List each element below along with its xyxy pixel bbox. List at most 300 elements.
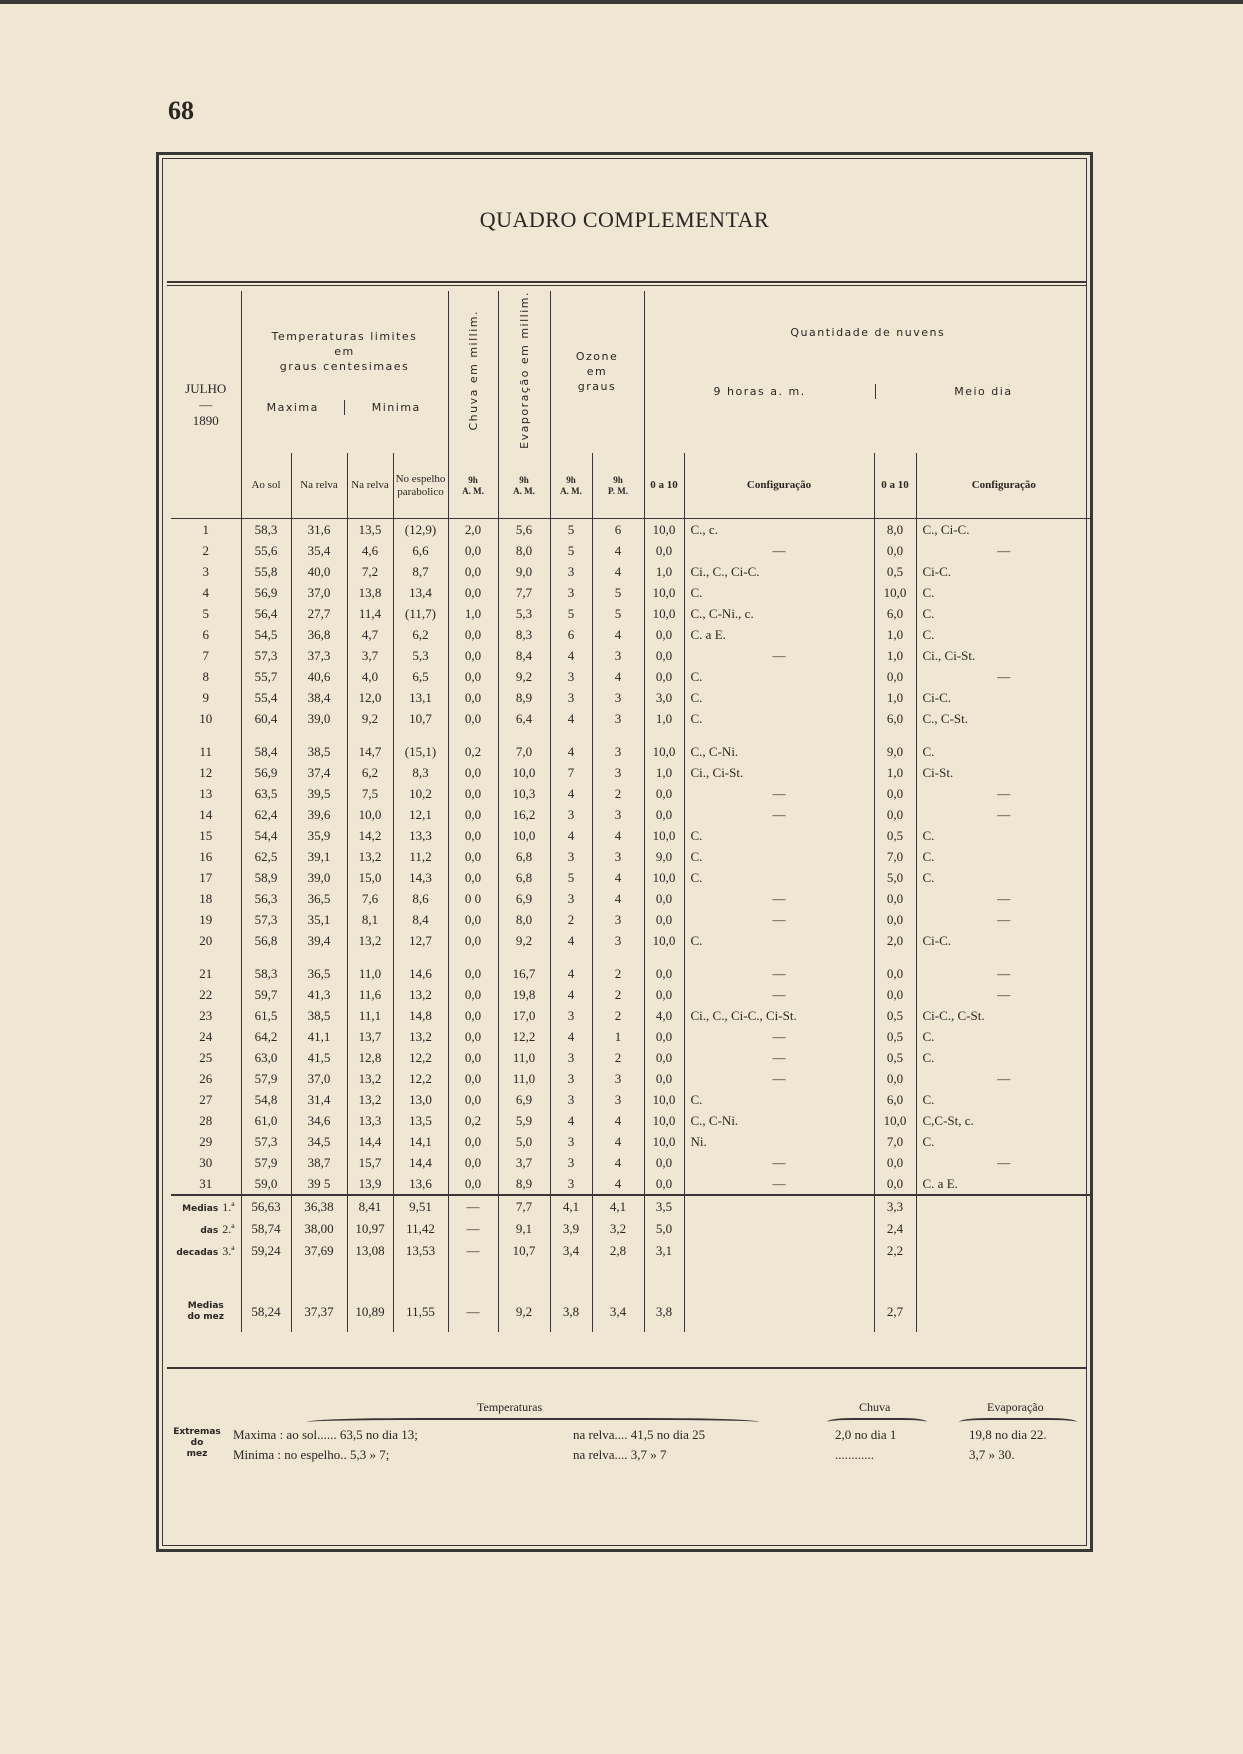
max-na-relva-cell: 36,5 bbox=[291, 888, 347, 909]
day-cell: 2 bbox=[202, 542, 209, 558]
media-esp-cell: 9,51 bbox=[393, 1195, 448, 1218]
spacer-cell bbox=[291, 1262, 347, 1292]
config-meio-dia-cell: — bbox=[916, 804, 1091, 825]
table-row bbox=[171, 1026, 1091, 1047]
day-cell: 31 bbox=[199, 1175, 213, 1191]
day-cell: 6 bbox=[202, 626, 209, 642]
day-cell: 20 bbox=[199, 932, 213, 948]
ozone-am-cell: 4 bbox=[550, 783, 592, 804]
evaporacao-cell: 8,9 bbox=[498, 1173, 550, 1195]
table-row bbox=[171, 1152, 1091, 1173]
ozone-am-cell: 3 bbox=[550, 888, 592, 909]
medias-mez-row bbox=[171, 1292, 1091, 1332]
gap-cell bbox=[644, 729, 684, 741]
table-row bbox=[171, 867, 1091, 888]
media-oz_pm-cell: 4,1 bbox=[592, 1195, 644, 1218]
evaporacao-cell: 12,2 bbox=[498, 1026, 550, 1047]
min-na-relva-cell: 9,2 bbox=[347, 708, 393, 729]
table-row bbox=[171, 762, 1091, 783]
ozone-pm-cell: 3 bbox=[592, 1068, 644, 1089]
table-row bbox=[171, 741, 1091, 762]
ozone-pm-cell: 2 bbox=[592, 984, 644, 1005]
spacer-cell bbox=[916, 1262, 1091, 1292]
nuvens-meio-dia-cell: 6,0 bbox=[874, 708, 916, 729]
max-ao-sol-cell: 57,3 bbox=[241, 645, 291, 666]
min-no-espelho-cell: 12,7 bbox=[393, 930, 448, 951]
chuva-header-label: Chuva em millim. bbox=[466, 309, 480, 431]
config-meio-dia-cell: C. bbox=[916, 582, 1091, 603]
ozone-pm-cell: 3 bbox=[592, 804, 644, 825]
config-9h-cell: C. bbox=[684, 666, 874, 687]
media-nm-cell: 3,3 bbox=[874, 1195, 916, 1218]
ozone-am-cell: 3 bbox=[550, 1005, 592, 1026]
min-no-espelho-cell: 13,4 bbox=[393, 582, 448, 603]
ozone-pm-cell: 3 bbox=[592, 1089, 644, 1110]
evaporacao-cell: 6,4 bbox=[498, 708, 550, 729]
min-no-espelho-cell: 10,2 bbox=[393, 783, 448, 804]
ozone-am-cell: 4 bbox=[550, 930, 592, 951]
ozone-pm-cell: 4 bbox=[592, 867, 644, 888]
chuva-cell: 0,0 bbox=[448, 846, 498, 867]
min-na-relva-cell: 14,2 bbox=[347, 825, 393, 846]
extremes-rule bbox=[167, 1367, 1086, 1369]
gap-cell bbox=[874, 729, 916, 741]
evaporacao-cell: 9,0 bbox=[498, 561, 550, 582]
mez-evap-cell: 9,2 bbox=[498, 1292, 550, 1332]
config-9h-cell: C., C-Ni. bbox=[684, 741, 874, 762]
nove-horas-header: 9 horas a. m. bbox=[713, 384, 806, 398]
ozone-pm-cell: 2 bbox=[592, 783, 644, 804]
min-no-espelho-cell: 14,4 bbox=[393, 1152, 448, 1173]
nuvens-9h-cell: 1,0 bbox=[644, 561, 684, 582]
min-na-relva-cell: 7,2 bbox=[347, 561, 393, 582]
min-na-relva-cell: 13,7 bbox=[347, 1026, 393, 1047]
chuva-cell: 0,0 bbox=[448, 867, 498, 888]
max-ao-sol-cell: 59,0 bbox=[241, 1173, 291, 1195]
max-na-relva-cell: 36,8 bbox=[291, 624, 347, 645]
nuvens-meio-dia-cell: 0,0 bbox=[874, 804, 916, 825]
config-9h-cell: C. a E. bbox=[684, 624, 874, 645]
config-9h-cell: — bbox=[684, 1068, 874, 1089]
ozone-pm-cell: 6 bbox=[592, 519, 644, 541]
medias-rows bbox=[171, 1195, 1091, 1332]
day-cell: 3 bbox=[202, 563, 209, 579]
ozone-am-cell: 2 bbox=[550, 909, 592, 930]
chuva-cell: 0,0 bbox=[448, 687, 498, 708]
min-no-espelho-cell: (11,7) bbox=[393, 603, 448, 624]
min-no-espelho-cell: 13,0 bbox=[393, 1089, 448, 1110]
gap-cell bbox=[241, 951, 291, 963]
ozone-am-cell: 3 bbox=[550, 804, 592, 825]
gap-cell bbox=[291, 729, 347, 741]
ozone-pm-cell: 1 bbox=[592, 1026, 644, 1047]
top-edge-rule bbox=[0, 0, 1243, 4]
nuvens-9h-cell: 0,0 bbox=[644, 783, 684, 804]
max-na-relva-cell: 35,1 bbox=[291, 909, 347, 930]
nuvens-9h-cell: 10,0 bbox=[644, 1131, 684, 1152]
chuva-cell: 0,0 bbox=[448, 963, 498, 984]
media-min_relva-cell: 8,41 bbox=[347, 1195, 393, 1218]
ozone-pm-cell: 3 bbox=[592, 741, 644, 762]
nuvens-meio-dia-cell: 1,0 bbox=[874, 762, 916, 783]
day-cell: 16 bbox=[199, 848, 213, 864]
table-row bbox=[171, 963, 1091, 984]
min-no-espelho-cell: 8,3 bbox=[393, 762, 448, 783]
month-label: JULHO bbox=[185, 380, 227, 396]
spacer-cell bbox=[347, 1262, 393, 1292]
config-9h-cell: C. bbox=[684, 582, 874, 603]
day-cell: 10 bbox=[199, 710, 213, 726]
ozone-pm-cell: 3 bbox=[592, 930, 644, 951]
decada-ordinal: 1.ª bbox=[222, 1200, 235, 1215]
ozone-am-9h: 9h bbox=[566, 474, 576, 485]
nuvens-9h-cell: 10,0 bbox=[644, 741, 684, 762]
nuvens-9h-cell: 0,0 bbox=[644, 888, 684, 909]
max-na-relva-cell: 35,9 bbox=[291, 825, 347, 846]
gap-cell bbox=[393, 729, 448, 741]
media-chuva-cell: — bbox=[448, 1240, 498, 1262]
gap-cell bbox=[644, 951, 684, 963]
evaporacao-cell: 7,0 bbox=[498, 741, 550, 762]
page-number: 68 bbox=[168, 96, 194, 125]
evaporacao-cell: 8,3 bbox=[498, 624, 550, 645]
title-rule-thin bbox=[167, 285, 1086, 286]
ozone-label-2: em bbox=[586, 365, 608, 379]
empty-config-cell bbox=[916, 1195, 1091, 1218]
gap-cell bbox=[916, 951, 1091, 963]
nuvens-meio-dia-cell: 0,0 bbox=[874, 783, 916, 804]
evaporacao-cell: 3,7 bbox=[498, 1152, 550, 1173]
table-row bbox=[171, 708, 1091, 729]
evaporacao-cell: 7,7 bbox=[498, 582, 550, 603]
empty-config-cell bbox=[684, 1292, 874, 1332]
ozone-am-cell: 4 bbox=[550, 1026, 592, 1047]
max-ao-sol-cell: 58,9 bbox=[241, 867, 291, 888]
gap-cell bbox=[498, 729, 550, 741]
gap-cell bbox=[291, 951, 347, 963]
nuvens-9h-cell: 3,0 bbox=[644, 687, 684, 708]
config-meio-dia-cell: Ci., Ci-St. bbox=[916, 645, 1091, 666]
media-relva-cell: 36,38 bbox=[291, 1195, 347, 1218]
min-no-espelho-cell: 5,3 bbox=[393, 645, 448, 666]
min-no-espelho-cell: 8,7 bbox=[393, 561, 448, 582]
config-meio-dia-cell: Ci-C. bbox=[916, 930, 1091, 951]
day-cell: 1 bbox=[202, 521, 209, 537]
day-cell: 7 bbox=[202, 647, 209, 663]
min-no-espelho-cell: 14,8 bbox=[393, 1005, 448, 1026]
table-row bbox=[171, 984, 1091, 1005]
chuva-cell: 0,0 bbox=[448, 645, 498, 666]
nuvens-meio-dia-cell: 1,0 bbox=[874, 687, 916, 708]
media-nm-cell: 2,2 bbox=[874, 1240, 916, 1262]
max-ao-sol-cell: 61,0 bbox=[241, 1110, 291, 1131]
max-ao-sol-cell: 54,4 bbox=[241, 825, 291, 846]
media-evap-cell: 9,1 bbox=[498, 1218, 550, 1240]
min-na-relva-cell: 7,6 bbox=[347, 888, 393, 909]
evaporacao-cell: 8,0 bbox=[498, 909, 550, 930]
table-title: QUADRO COMPLEMENTAR bbox=[479, 207, 770, 232]
max-na-relva-cell: 39 5 bbox=[291, 1173, 347, 1195]
nuvens-9h-cell: 9,0 bbox=[644, 846, 684, 867]
table-row bbox=[171, 1173, 1091, 1195]
nuvens-meio-dia-cell: 0,5 bbox=[874, 1047, 916, 1068]
media-min_relva-cell: 13,08 bbox=[347, 1240, 393, 1262]
config-meio-dia-cell: C. bbox=[916, 603, 1091, 624]
ozone-pm-cell: 3 bbox=[592, 909, 644, 930]
config-meio-dia-cell: — bbox=[916, 1068, 1091, 1089]
media-chuva-cell: — bbox=[448, 1218, 498, 1240]
nuvens-9h-cell: 1,0 bbox=[644, 762, 684, 783]
decada-group-label: das bbox=[200, 1226, 219, 1237]
gap-cell bbox=[550, 951, 592, 963]
evaporacao-cell: 8,4 bbox=[498, 645, 550, 666]
nuvens-meio-dia-cell: 7,0 bbox=[874, 1131, 916, 1152]
config-9h-cell: — bbox=[684, 984, 874, 1005]
config-meio-dia-cell: — bbox=[916, 909, 1091, 930]
media-oz_pm-cell: 3,2 bbox=[592, 1218, 644, 1240]
evaporacao-cell: 16,7 bbox=[498, 963, 550, 984]
config-meio-dia-cell: Ci-C. bbox=[916, 561, 1091, 582]
min-na-relva-cell: 8,1 bbox=[347, 909, 393, 930]
max-na-relva-cell: 40,6 bbox=[291, 666, 347, 687]
config-meio-dia-cell: — bbox=[916, 1152, 1091, 1173]
config-9h-cell: C. bbox=[684, 687, 874, 708]
spacer-cell bbox=[550, 1262, 592, 1292]
min-na-relva-cell: 13,2 bbox=[347, 1089, 393, 1110]
temps-group-label-1: Temperaturas limites bbox=[271, 329, 418, 343]
day-cell: 14 bbox=[199, 806, 213, 822]
config-9h-cell: C. bbox=[684, 930, 874, 951]
month-header bbox=[171, 291, 241, 519]
nuvens-meio-dia-cell: 0,5 bbox=[874, 561, 916, 582]
media-relva-cell: 37,69 bbox=[291, 1240, 347, 1262]
ozone-am-cell: 4 bbox=[550, 1110, 592, 1131]
chuva-cell: 0,0 bbox=[448, 561, 498, 582]
min-no-espelho-cell: 6,2 bbox=[393, 624, 448, 645]
no-espelho-header: No espelho parabolico bbox=[393, 453, 448, 519]
spacer-cell bbox=[241, 1262, 291, 1292]
config-9h-cell: — bbox=[684, 1152, 874, 1173]
max-ao-sol-cell: 56,3 bbox=[241, 888, 291, 909]
config-9h-cell: — bbox=[684, 963, 874, 984]
config-9h-cell: C., C-Ni. bbox=[684, 1110, 874, 1131]
mez-n9-cell: 3,8 bbox=[644, 1292, 684, 1332]
nuvens-md-scale-header: 0 a 10 bbox=[874, 453, 916, 519]
chuva-cell: 0,0 bbox=[448, 1173, 498, 1195]
nuvens-9h-cell: 10,0 bbox=[644, 582, 684, 603]
nuvens-9h-cell: 10,0 bbox=[644, 867, 684, 888]
max-na-relva-cell: 34,6 bbox=[291, 1110, 347, 1131]
max-ao-sol-cell: 62,4 bbox=[241, 804, 291, 825]
spacer-cell bbox=[644, 1262, 684, 1292]
ozone-pm-cell: 4 bbox=[592, 1152, 644, 1173]
nuvens-md-config-header: Configuração bbox=[916, 453, 1091, 519]
table-row bbox=[171, 1068, 1091, 1089]
min-no-espelho-cell: 6,5 bbox=[393, 666, 448, 687]
table-row bbox=[171, 645, 1091, 666]
nuvens-header bbox=[644, 291, 1091, 453]
table-row bbox=[171, 1089, 1091, 1110]
max-na-relva-cell: 39,1 bbox=[291, 846, 347, 867]
min-na-relva-cell: 13,5 bbox=[347, 519, 393, 541]
day-cell: 22 bbox=[199, 986, 213, 1002]
decada-label-cell bbox=[171, 1240, 241, 1262]
table-row bbox=[171, 687, 1091, 708]
decade-gap bbox=[171, 729, 1091, 741]
ozone-pm-cell: 3 bbox=[592, 687, 644, 708]
ozone-am-cell: 3 bbox=[550, 561, 592, 582]
evaporacao-cell: 5,3 bbox=[498, 603, 550, 624]
min-na-relva-cell: 4,6 bbox=[347, 540, 393, 561]
ozone-am-cell: 3 bbox=[550, 1089, 592, 1110]
spacer-cell bbox=[393, 1262, 448, 1292]
max-na-relva-cell: 27,7 bbox=[291, 603, 347, 624]
decada-group-label: Medias bbox=[182, 1204, 219, 1215]
min-na-relva-cell: 15,7 bbox=[347, 1152, 393, 1173]
nuvens-meio-dia-cell: 6,0 bbox=[874, 603, 916, 624]
table-row bbox=[171, 1110, 1091, 1131]
nuvens-meio-dia-cell: 0,0 bbox=[874, 1173, 916, 1195]
min-no-espelho-cell: 12,2 bbox=[393, 1047, 448, 1068]
min-na-relva-cell: 13,2 bbox=[347, 930, 393, 951]
media-n9-cell: 3,1 bbox=[644, 1240, 684, 1262]
extremes-temp-header: Temperaturas bbox=[477, 1400, 543, 1414]
min-na-relva-cell: 15,0 bbox=[347, 867, 393, 888]
max-na-relva-cell: 40,0 bbox=[291, 561, 347, 582]
table-row bbox=[171, 846, 1091, 867]
gap-cell bbox=[171, 951, 241, 963]
evaporacao-header-label: Evaporação em millim. bbox=[517, 291, 531, 449]
chuva-header bbox=[448, 291, 498, 453]
media-evap-cell: 7,7 bbox=[498, 1195, 550, 1218]
max-na-relva-cell: 37,0 bbox=[291, 1068, 347, 1089]
nuvens-9h-cell: 10,0 bbox=[644, 1089, 684, 1110]
min-no-espelho-cell: 8,6 bbox=[393, 888, 448, 909]
nuvens-9h-cell: 10,0 bbox=[644, 1110, 684, 1131]
max-ao-sol-cell: 56,9 bbox=[241, 582, 291, 603]
max-ao-sol-cell: 56,9 bbox=[241, 762, 291, 783]
ozone-pm-cell: 5 bbox=[592, 603, 644, 624]
nuvens-9h-cell: 0,0 bbox=[644, 645, 684, 666]
ozone-am-cell: 5 bbox=[550, 603, 592, 624]
max-na-relva-cell: 41,3 bbox=[291, 984, 347, 1005]
max-ao-sol-cell: 64,2 bbox=[241, 1026, 291, 1047]
evaporacao-cell: 5,6 bbox=[498, 519, 550, 541]
gap-cell bbox=[684, 951, 874, 963]
extremes-chuva-brace bbox=[827, 1418, 927, 1426]
min-na-relva-cell: 14,4 bbox=[347, 1131, 393, 1152]
nuvens-meio-dia-cell: 9,0 bbox=[874, 741, 916, 762]
ozone-pm-cell: 4 bbox=[592, 666, 644, 687]
decada-ordinal: 2.ª bbox=[222, 1222, 235, 1237]
extremas-label-2: do bbox=[190, 1438, 204, 1448]
max-ao-sol-cell: 58,4 bbox=[241, 741, 291, 762]
chuva-cell: 0,2 bbox=[448, 741, 498, 762]
chuva-cell: 0,0 bbox=[448, 540, 498, 561]
mez-sol-cell: 58,24 bbox=[241, 1292, 291, 1332]
day-cell: 30 bbox=[199, 1154, 213, 1170]
nuvens-meio-dia-cell: 0,5 bbox=[874, 1026, 916, 1047]
ozone-pm-cell: 4 bbox=[592, 1173, 644, 1195]
extremas-label-1: Extremas bbox=[173, 1427, 221, 1437]
day-cell: 19 bbox=[199, 911, 213, 927]
config-9h-cell: Ci., C., Ci-C. bbox=[684, 561, 874, 582]
nuvens-meio-dia-cell: 0,0 bbox=[874, 909, 916, 930]
ozone-am-cell: 3 bbox=[550, 1131, 592, 1152]
nuvens-label: Quantidade de nuvens bbox=[790, 325, 946, 339]
nuvens-meio-dia-cell: 5,0 bbox=[874, 867, 916, 888]
nuvens-9h-cell: 0,0 bbox=[644, 1047, 684, 1068]
media-n9-cell: 3,5 bbox=[644, 1195, 684, 1218]
config-9h-cell: C. bbox=[684, 846, 874, 867]
empty-config-cell bbox=[684, 1195, 874, 1218]
config-meio-dia-cell: C. bbox=[916, 867, 1091, 888]
maxima-header: Maxima bbox=[266, 400, 319, 414]
temps-group-header bbox=[241, 291, 448, 453]
max-na-relva-header: Na relva bbox=[291, 453, 347, 519]
ozone-pm-cell: 4 bbox=[592, 624, 644, 645]
ozone-pm-label: P. M. bbox=[608, 485, 628, 496]
max-na-relva-cell: 39,6 bbox=[291, 804, 347, 825]
ozone-pm-cell: 4 bbox=[592, 540, 644, 561]
max-ao-sol-cell: 55,7 bbox=[241, 666, 291, 687]
min-no-espelho-cell: (15,1) bbox=[393, 741, 448, 762]
chuva-cell: 0,0 bbox=[448, 909, 498, 930]
max-na-relva-cell: 39,0 bbox=[291, 708, 347, 729]
extremes-max-mid: na relva.... 41,5 no dia 25 bbox=[573, 1427, 706, 1442]
evaporacao-cell: 8,0 bbox=[498, 540, 550, 561]
max-na-relva-cell: 41,1 bbox=[291, 1026, 347, 1047]
extremas-label bbox=[165, 1427, 229, 1460]
config-meio-dia-cell: Ci-C. bbox=[916, 687, 1091, 708]
evaporacao-cell: 9,2 bbox=[498, 930, 550, 951]
config-9h-cell: C. bbox=[684, 825, 874, 846]
config-meio-dia-cell: C,C-St, c. bbox=[916, 1110, 1091, 1131]
config-9h-cell: — bbox=[684, 1047, 874, 1068]
max-ao-sol-cell: 62,5 bbox=[241, 846, 291, 867]
ozone-pm-cell: 4 bbox=[592, 1110, 644, 1131]
ozone-am-cell: 4 bbox=[550, 984, 592, 1005]
year-label: 1890 bbox=[192, 412, 219, 428]
config-meio-dia-cell: — bbox=[916, 783, 1091, 804]
config-meio-dia-cell: C. bbox=[916, 825, 1091, 846]
media-relva-cell: 38,00 bbox=[291, 1218, 347, 1240]
config-9h-cell: C. bbox=[684, 867, 874, 888]
mez-nm-cell: 2,7 bbox=[874, 1292, 916, 1332]
max-na-relva-cell: 37,4 bbox=[291, 762, 347, 783]
chuva-cell: 0,0 bbox=[448, 1131, 498, 1152]
gap-cell bbox=[393, 951, 448, 963]
chuva-cell: 0,0 bbox=[448, 708, 498, 729]
gap-cell bbox=[592, 729, 644, 741]
ozone-pm-cell: 2 bbox=[592, 1047, 644, 1068]
ozone-am-cell: 4 bbox=[550, 708, 592, 729]
ozone-am-cell: 4 bbox=[550, 963, 592, 984]
evaporacao-cell: 8,9 bbox=[498, 687, 550, 708]
config-9h-cell: Ci., Ci-St. bbox=[684, 762, 874, 783]
evap-9h: 9h bbox=[519, 474, 529, 485]
max-ao-sol-cell: 57,9 bbox=[241, 1068, 291, 1089]
day-cell: 11 bbox=[199, 743, 213, 759]
table-row bbox=[171, 1005, 1091, 1026]
gap-cell bbox=[916, 729, 1091, 741]
spacer-cell bbox=[498, 1262, 550, 1292]
day-cell: 15 bbox=[199, 827, 213, 843]
table-row bbox=[171, 582, 1091, 603]
ozone-am-cell: 4 bbox=[550, 741, 592, 762]
min-na-relva-cell: 12,0 bbox=[347, 687, 393, 708]
min-na-relva-cell: 13,9 bbox=[347, 1173, 393, 1195]
